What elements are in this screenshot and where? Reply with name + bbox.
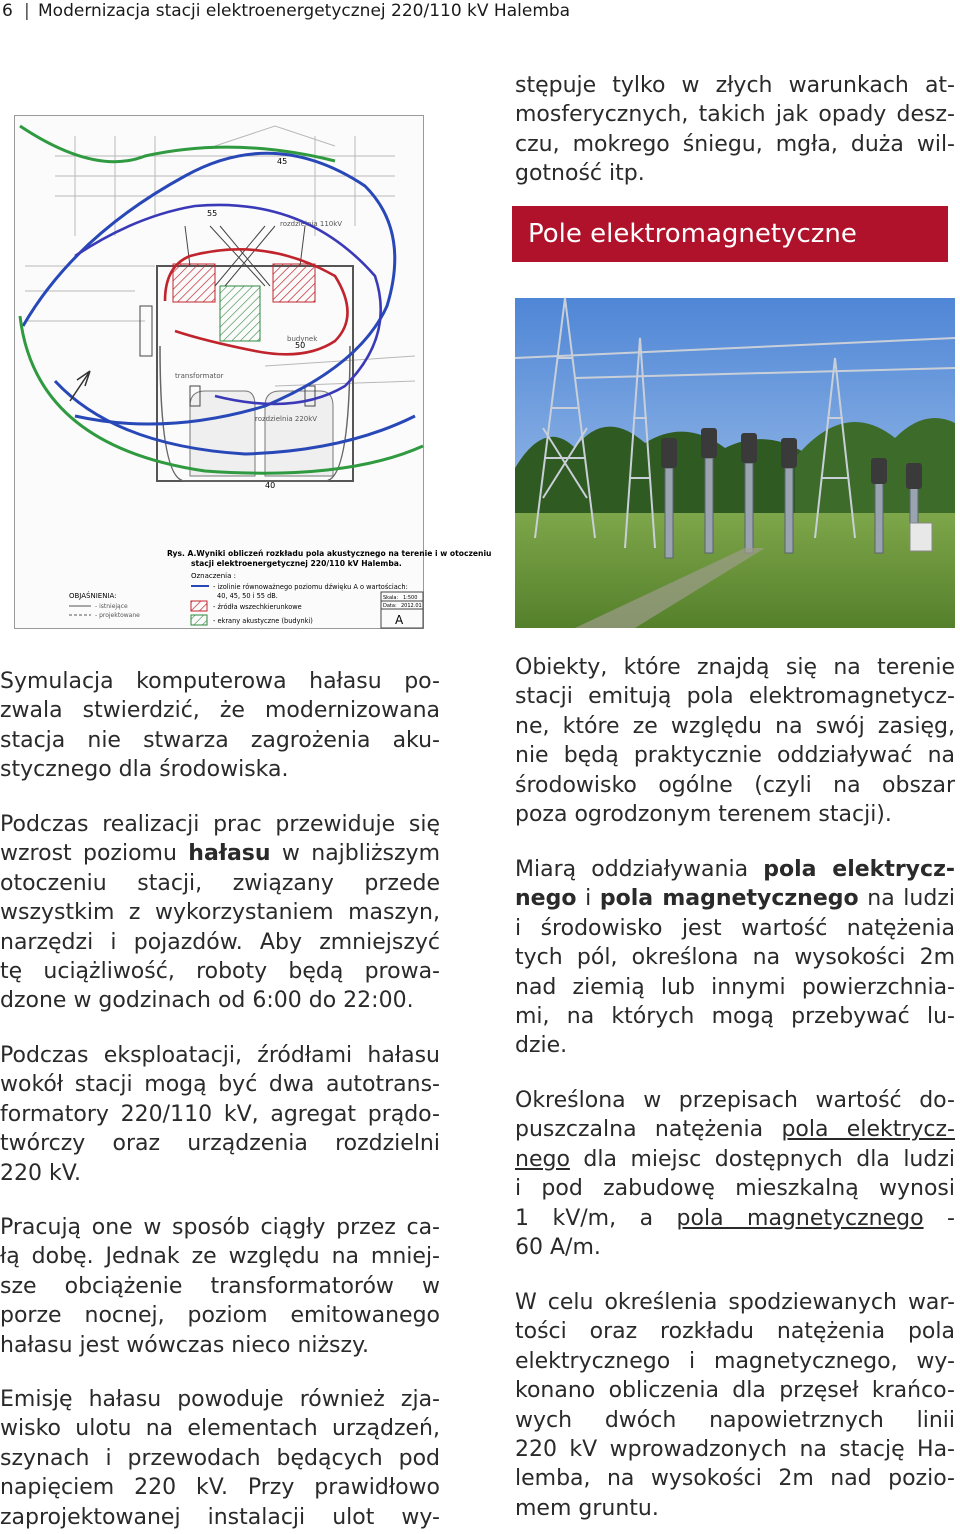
substation-photo-drawing <box>515 298 955 628</box>
scale-label: Skala: <box>383 595 399 601</box>
text-line: napięciem 220 kV. Przy prawidłowo <box>0 1475 440 1501</box>
label-building: budynek <box>287 335 318 343</box>
text-line: mosferycznych, takich jak opady desz- <box>515 102 955 128</box>
text-line: twórczy oraz urządzenia rozdzielni <box>0 1131 440 1157</box>
text-line: poza ogrodzonym terenem stacji). <box>515 802 892 828</box>
text-line: 60 A/m. <box>515 1235 601 1261</box>
text-line: ne, które ze względu na swój zasięg, <box>515 713 955 739</box>
emphasis-magnetic-field: pola magnetycznego <box>599 886 859 912</box>
text-run: 1 kV/m, a <box>515 1205 677 1231</box>
text-line: wych dwóch napowietrznych linii <box>515 1407 955 1433</box>
text-line: narzędzi i pojazdów. Aby zmniejszyć <box>0 929 440 955</box>
text-line: gotność itp. <box>515 161 645 187</box>
iso-label-50: 50 <box>295 341 306 350</box>
iso-label-40: 40 <box>265 481 276 490</box>
text-line: elektrycznego i magnetycznego, wy- <box>515 1348 955 1374</box>
text-line: mi, na których mogą przebywać lu- <box>515 1004 955 1030</box>
text-line: wisko ulotu na elementach urządzeń, <box>0 1416 440 1442</box>
text-line: wokół stacji mogą być dwa autotrans- <box>0 1072 440 1098</box>
text-line: wszystkim z wykorzystaniem maszyn, <box>0 900 440 926</box>
text-line <box>515 884 955 913</box>
text-line: łą dobę. Jednak ze względu na mniej- <box>0 1244 440 1270</box>
text-line: stacji emitują pola elektromagnetycz- <box>515 684 955 710</box>
text-line: hałasu jest wówczas nieco niższy. <box>0 1332 369 1358</box>
left-paragraph-1 <box>0 667 440 785</box>
section-title: Pole elektromagnetyczne <box>512 206 948 262</box>
text-line: dzie. <box>515 1033 568 1059</box>
label-transformer: transformator <box>175 372 224 380</box>
date-label: Data: <box>383 603 397 609</box>
text-run: na ludzi <box>858 886 955 912</box>
text-line: Określona w przepisach wartość do- <box>515 1088 955 1113</box>
text-run: Miarą oddziaływania <box>515 857 764 882</box>
text-run: w najbliższym <box>270 841 440 867</box>
emphasis-electric-field: pola elektrycz- <box>763 857 956 882</box>
legend-isoline-text-1: - izolinie równoważnego poziomu dźwięku A o wartościach: <box>213 583 408 591</box>
text-line: stacja nie stwarza zagrożenia aku- <box>0 727 440 753</box>
text-line: sze obciążenie transformatorów w <box>0 1273 440 1299</box>
text-line: środowisko ogólne (czyli na obszar <box>515 772 955 798</box>
header-separator: | <box>24 1 30 21</box>
text-line: szynach i przewodach będących pod <box>0 1445 440 1471</box>
text-line <box>515 1204 955 1233</box>
text-line: tych pól, określona na wysokości 2m <box>515 945 955 971</box>
noise-map-drawing <box>15 116 492 628</box>
text-run: - <box>923 1205 955 1231</box>
left-paragraph-4 <box>0 1213 440 1360</box>
page-number: 6 <box>2 1 13 21</box>
text-run: wzrost poziomu <box>0 841 189 867</box>
text-line: Podczas realizacji prac przewiduje się <box>0 812 440 837</box>
text-line: i środowisko jest wartość natężenia <box>515 915 955 941</box>
underlined-electric-field-cont: nego <box>515 1146 570 1172</box>
text-line <box>515 1145 955 1174</box>
right-paragraph-3 <box>515 1086 955 1262</box>
text-line: Pracują one w sposób ciągły przez ca- <box>0 1215 440 1240</box>
right-paragraph-continuation <box>515 71 955 189</box>
label-switchgear-220: rozdzielnia 220kV <box>255 415 318 423</box>
text-line: nie będą praktycznie oddziaływać na <box>515 743 955 769</box>
explanations-title: OBJAŚNIENIA: <box>69 592 117 600</box>
noise-map-figure <box>14 115 492 629</box>
label-switchgear-110: rozdzielnia 110kV <box>280 220 343 228</box>
text-line: Emisję hałasu powoduje również zja- <box>0 1387 440 1412</box>
text-line: stycznego dla środowiska. <box>0 757 289 783</box>
legend-title: Oznaczenia : <box>191 572 236 580</box>
emphasis-electric-field-cont: nego <box>515 886 577 912</box>
text-line: Symulacja komputerowa hałasu po- <box>0 669 440 694</box>
text-line: konano obliczenia dla przęseł krańco- <box>515 1378 955 1404</box>
text-line: mem gruntu. <box>515 1495 659 1521</box>
text-line: zwala stwierdzić, że modernizowana <box>0 698 440 724</box>
text-line: dzone w godzinach od 6:00 do 22:00. <box>0 988 414 1014</box>
legend-isoline-text-2: 40, 45, 50 i 55 dB. <box>217 592 278 600</box>
legend-screens: - ekrany akustyczne (budynki) <box>213 617 313 625</box>
text-line: i pod zabudowę mieszkalną wynosi <box>515 1176 955 1202</box>
text-line: porze nocnej, poziom emitowanego <box>0 1303 440 1329</box>
explanation-planned: - projektowane <box>95 612 140 619</box>
text-line: zaprojektowanej instalacji ulot wy- <box>0 1504 440 1530</box>
text-line: lemba, na wysokości 2m nad pozio- <box>515 1466 955 1492</box>
text-line: czu, mokrego śniegu, mgła, duża wil- <box>515 131 955 157</box>
sheet-letter: A <box>395 613 404 627</box>
scale-value: 1:500 <box>403 595 418 601</box>
text-line: tości oraz rozkładu natężenia pola <box>515 1319 955 1345</box>
text-line: tę uciążliwość, roboty będą prowa- <box>0 959 440 985</box>
text-line: stępuje tylko w złych warunkach at- <box>515 73 955 98</box>
text-run: i <box>576 886 600 912</box>
legend-sources: - źródła wszechkierunkowe <box>213 603 302 611</box>
text-line: W celu określenia spodziewanych war- <box>515 1290 955 1315</box>
text-line <box>515 1115 955 1144</box>
date-value: 2012.01 <box>401 603 422 609</box>
emphasis-noise: hałasu <box>188 841 271 867</box>
left-paragraph-2 <box>0 810 440 1016</box>
right-paragraph-2 <box>515 855 955 1061</box>
text-line: formatory 220/110 kV, agregat prądo- <box>0 1101 440 1127</box>
text-line <box>515 855 955 884</box>
text-line: 220 kV wprowadzonych na stację Ha- <box>515 1437 955 1463</box>
text-line: Obiekty, które znajdą się na terenie <box>515 655 955 680</box>
text-line <box>0 839 440 868</box>
text-line: Podczas eksploatacji, źródłami hałasu <box>0 1043 440 1068</box>
document-title: Modernizacja stacji elektroenergetycznej 220/110 kV Halemba <box>38 1 571 21</box>
underlined-electric-field: pola elektrycz- <box>781 1117 955 1143</box>
iso-label-45: 45 <box>277 157 288 166</box>
figure-caption-line-1: Rys. A.Wyniki obliczeń rozkładu pola akustycznego na terenie i w otoczeniu <box>167 549 492 558</box>
explanation-existing: - istniejące <box>95 603 128 610</box>
right-paragraph-1 <box>515 653 955 829</box>
text-line: nad ziemią lub innymi powierzchnia- <box>515 974 955 1000</box>
text-run: dla miejsc dostępnych dla ludzi <box>569 1146 955 1172</box>
figure-caption-line-2: stacji elektroenergetycznej 220/110 kV Halemba. <box>191 559 402 568</box>
running-header <box>0 0 960 26</box>
text-run: puszczalna natężenia <box>515 1117 782 1143</box>
substation-photo <box>515 298 955 628</box>
text-line: 220 kV. <box>0 1160 81 1186</box>
left-paragraph-3 <box>0 1041 440 1188</box>
text-line: otoczeniu stacji, związany przede <box>0 870 440 896</box>
left-paragraph-5 <box>0 1385 440 1532</box>
underlined-magnetic-field: pola magnetycznego <box>676 1205 924 1231</box>
iso-label-55: 55 <box>207 209 218 218</box>
right-paragraph-4 <box>515 1288 955 1523</box>
